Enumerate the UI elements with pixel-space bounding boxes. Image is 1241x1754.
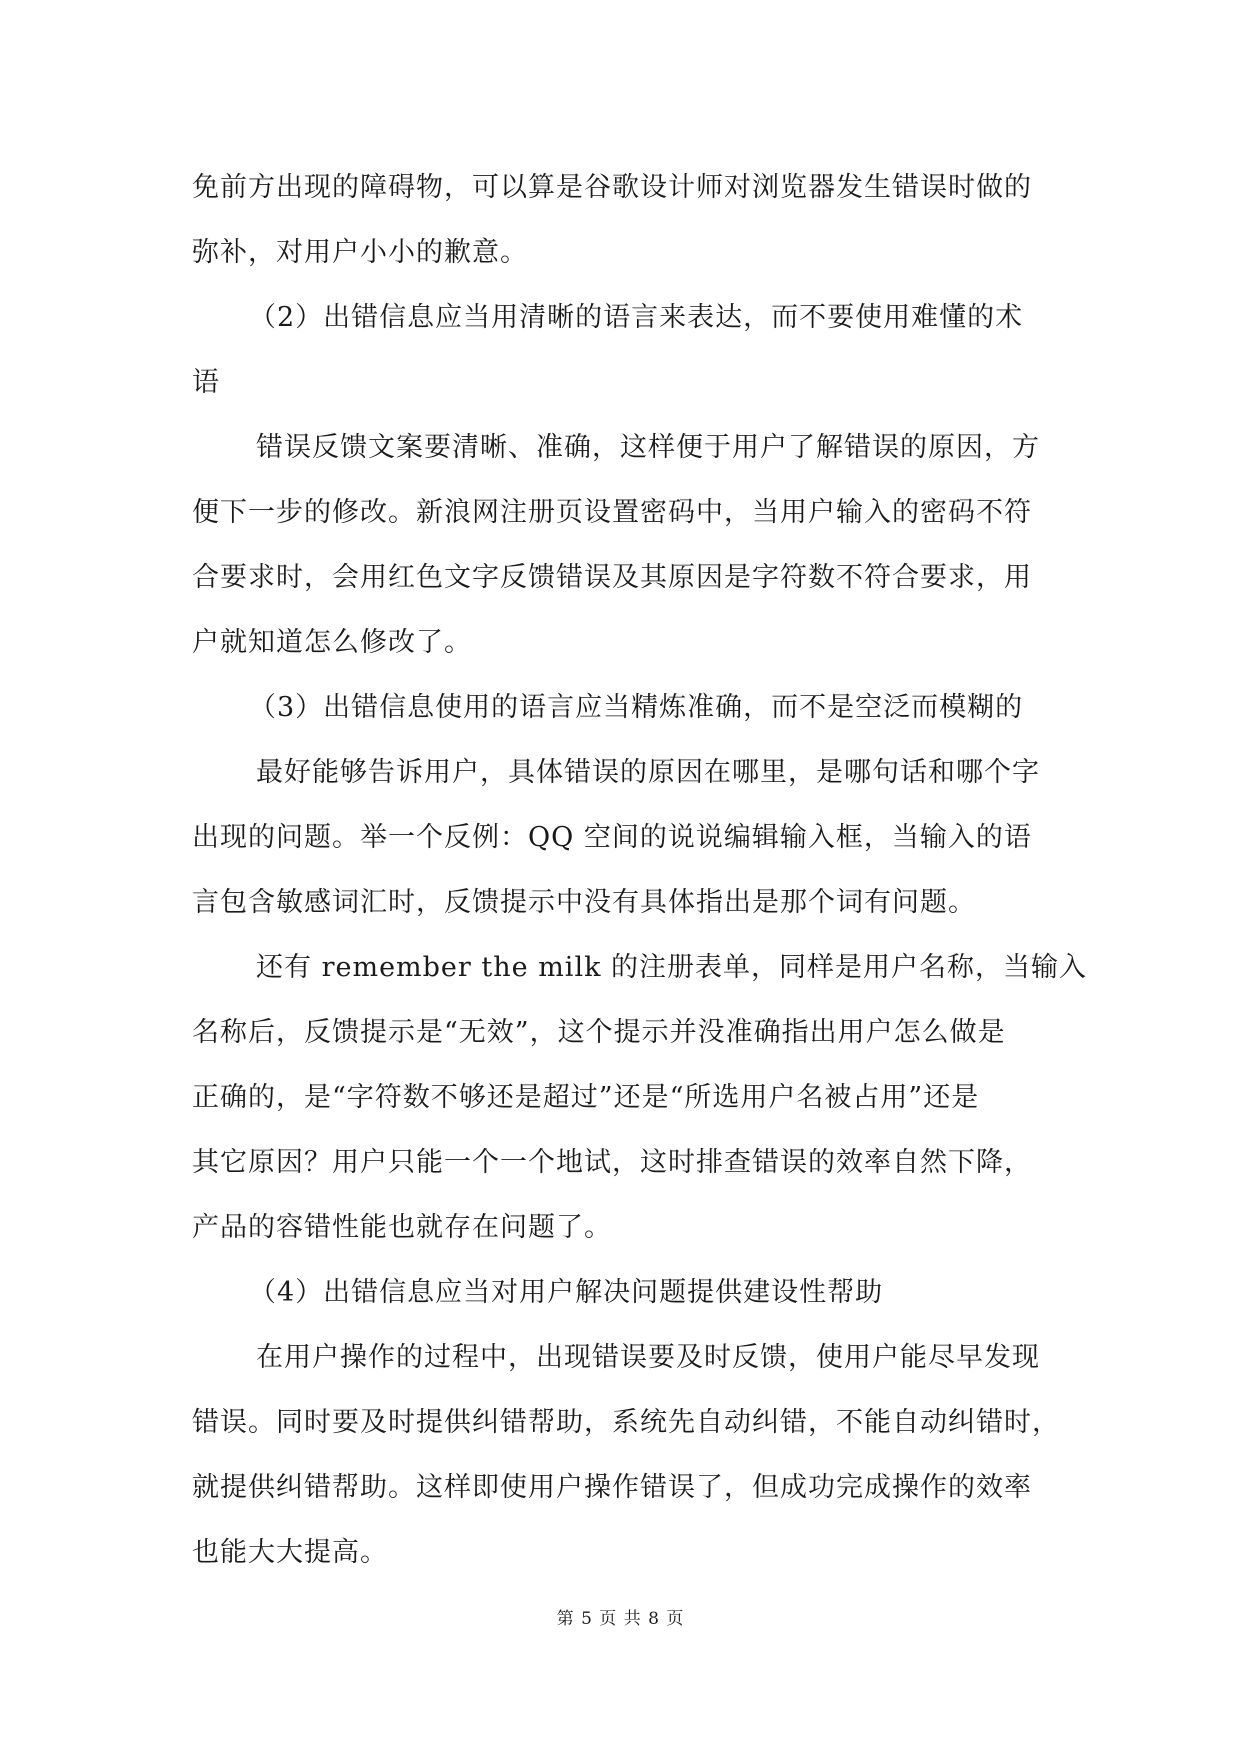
paragraph-line: 便下一步的修改。新浪网注册页设置密码中，当用户输入的密码不符: [192, 497, 1032, 528]
section-heading-3: （3）出错信息使用的语言应当精炼准确，而不是空泛而模糊的: [249, 692, 1024, 723]
paragraph-line: 合要求时，会用红色文字反馈错误及其原因是字符数不符合要求，用: [192, 562, 1032, 593]
paragraph-line: 错误。同时要及时提供纠错帮助，系统先自动纠错，不能自动纠错时，: [192, 1407, 1060, 1438]
paragraph-line: 出现的问题。举一个反例：QQ 空间的说说编辑输入框，当输入的语: [192, 822, 1032, 853]
paragraph-line: 户就知道怎么修改了。: [192, 627, 472, 658]
paragraph-line: 在用户操作的过程中，出现错误要及时反馈，使用户能尽早发现: [256, 1342, 1040, 1373]
paragraph-line: 最好能够告诉用户，具体错误的原因在哪里，是哪句话和哪个字: [256, 757, 1040, 788]
paragraph-line: 其它原因？用户只能一个一个地试，这时排查错误的效率自然下降，: [192, 1147, 1032, 1178]
section-heading-2: （2）出错信息应当用清晰的语言来表达，而不要使用难懂的术: [249, 302, 1024, 333]
paragraph-line: 也能大大提高。: [192, 1537, 388, 1568]
paragraph-line: 弥补，对用户小小的歉意。: [192, 237, 528, 268]
section-heading-4: （4）出错信息应当对用户解决问题提供建设性帮助: [249, 1277, 884, 1308]
paragraph-line: 产品的容错性能也就存在问题了。: [192, 1212, 612, 1243]
body-text: [192, 155, 1088, 1585]
page-footer: 第 5 页 共 8 页: [556, 1609, 685, 1629]
paragraph-line: 错误反馈文案要清晰、准确，这样便于用户了解错误的原因，方: [256, 432, 1040, 463]
paragraph-line: 正确的，是“字符数不够还是超过”还是“所选用户名被占用”还是: [192, 1082, 980, 1113]
paragraph-line: 言包含敏感词汇时，反馈提示中没有具体指出是那个词有问题。: [192, 887, 976, 918]
paragraph-line: 就提供纠错帮助。这样即使用户操作错误了，但成功完成操作的效率: [192, 1472, 1032, 1503]
paragraph-line: 免前方出现的障碍物，可以算是谷歌设计师对浏览器发生错误时做的: [192, 172, 1032, 203]
section-heading-2-cont: 语: [192, 367, 220, 398]
paragraph-line: 还有 remember the milk 的注册表单，同样是用户名称，当输入: [256, 952, 1088, 983]
paragraph-line: 名称后，反馈提示是“无效”，这个提示并没准确指出用户怎么做是: [192, 1017, 1006, 1048]
